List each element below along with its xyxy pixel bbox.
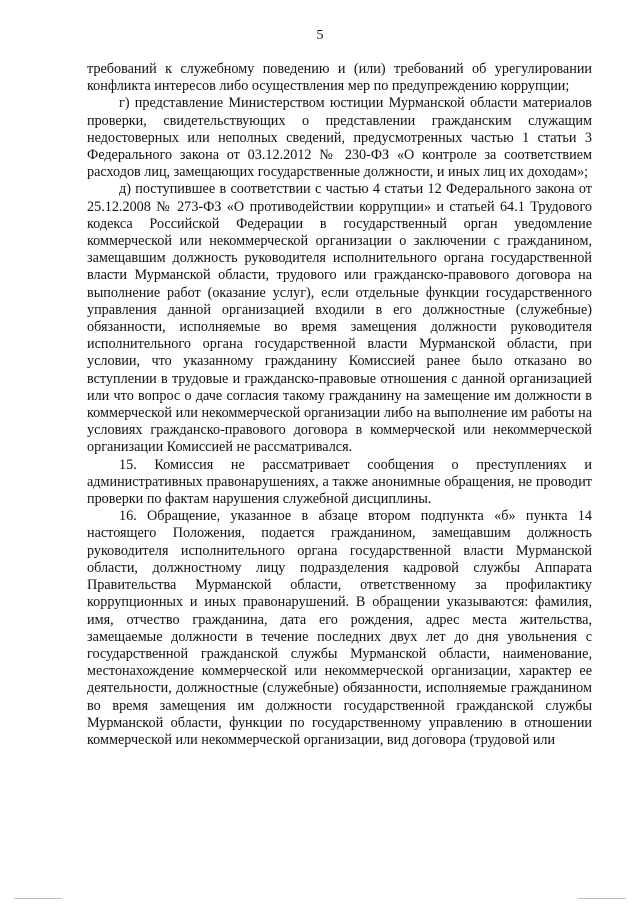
paragraph-subitem-g: г) представление Министерством юстиции Мурманской области материалов проверки, свидетельствующих о представлении гражданским служащим недостоверных или неполных сведений, предусмотренных частью 1 статьи 3 Федерального закона от 03.12.2012 № 230-ФЗ «О контроле за соответствием расходов лиц, замещающих государственные должности, и иных лиц их доходам»;: [87, 95, 592, 181]
paragraph-subitem-d: д) поступившее в соответствии с частью 4 статьи 12 Федерального закона от 25.12.2008 № 273-ФЗ «О противодействии коррупции» и статьей 64.1 Трудового кодекса Российской Федерации в государственный орган уведомление коммерческой или некоммерческой организации о заключении с гражданином, замещавшим должность руководителя исполнительного органа государственной власти Мурманской области, трудового или гражданско-правового договора на выполнение работ (оказание услуг), если отдельные функции государственного управления данной организацией входили в его должностные (служебные) обязанности, исполняемые во время замещения должности руководителя исполнительного органа государственной власти Мурманской области, при условии, что указанному гражданину Комиссией ранее было отказано во вступлении в трудовые и гражданско-правовые отношения с данной организацией или что вопрос о даче согласия такому гражданину на замещение им должности в коммерческой или некоммерческой организации либо на выполнение им работы на условиях гражданско-правового договора в коммерческой или некоммерческой организации Комиссией не рассматривался.: [87, 181, 592, 456]
document-body: [87, 61, 592, 749]
scan-edge-mark-left: [14, 898, 62, 899]
paragraph-continuation: требований к служебному поведению и (или) требований об урегулировании конфликта интересов либо осуществления мер по предупреждению коррупции;: [87, 61, 592, 95]
scan-edge-marks: [0, 895, 640, 899]
paragraph-item-16: 16. Обращение, указанное в абзаце втором подпункта «б» пункта 14 настоящего Положения, подается гражданином, замещавшим должность руководителя исполнительного органа государственной власти Мурманской области, должностному лицу подразделения кадровой службы Аппарата Правительства Мурманской области, ответственному за профилактику коррупционных и иных правонарушений. В обращении указываются: фамилия, имя, отчество гражданина, дата его рождения, адрес места жительства, замещаемые должности в течение последних двух лет до дня увольнения с государственной гражданской службы Мурманской области, наименование, местонахождение коммерческой или некоммерческой организации, характер ее деятельности, должностные (служебные) обязанности, исполняемые гражданином во время замещения им должности государственной гражданской службы Мурманской области, функции по государственному управлению в отношении коммерческой или некоммерческой организации, вид договора (трудовой или: [87, 508, 592, 748]
page-number: 5: [316, 28, 324, 43]
paragraph-item-15: 15. Комиссия не рассматривает сообщения о преступлениях и административных правонарушениях, а также анонимные обращения, не проводит проверки по фактам нарушения служебной дисциплины.: [87, 456, 592, 508]
scan-edge-mark-right: [578, 898, 626, 899]
